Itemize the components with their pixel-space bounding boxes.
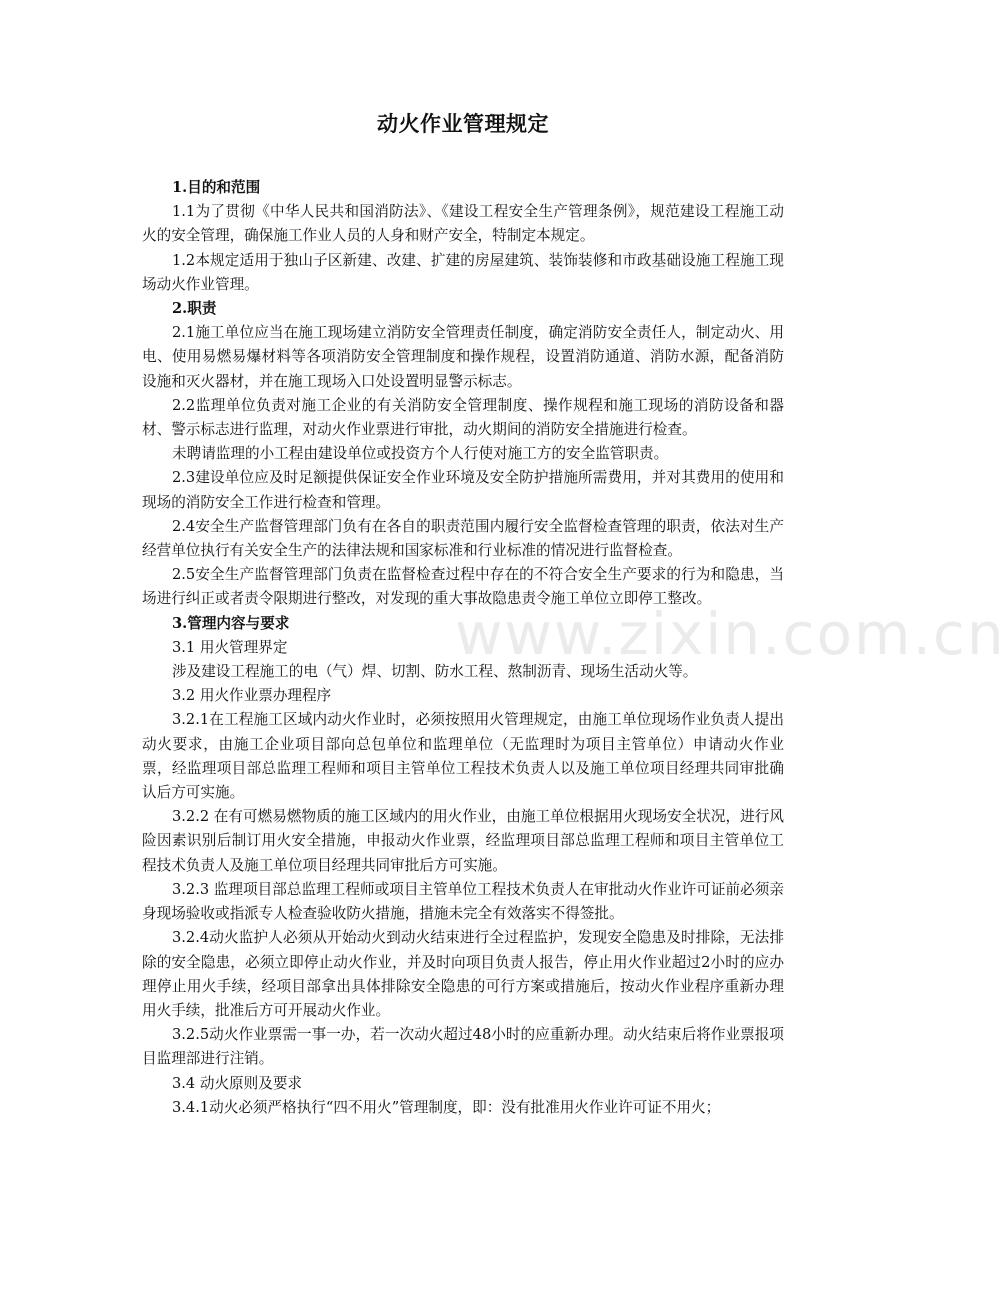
section-heading: 2.职责 xyxy=(172,300,217,318)
watermark: www.zixin.com.cn xyxy=(455,600,1006,668)
paragraph: 3.2.3 监理项目部总监理工程师或项目主管单位工程技术负责人在审批动火作业许可证前必须亲身现场验收或指派专人检查验收防火措施，措施未完全有效落实不得签批。 xyxy=(142,880,784,923)
paragraph: 2.2监理单位负责对施工企业的有关消防安全管理制度、操作规程和施工现场的消防设备和器材、警示标志进行监理，对动火作业票进行审批，动火期间的消防安全措施进行检查。 xyxy=(142,396,784,439)
paragraph: 涉及建设工程施工的电（气）焊、切割、防水工程、熬制沥青、现场生活动火等。 xyxy=(172,663,698,681)
paragraph: 2.1施工单位应当在施工现场建立消防安全管理责任制度，确定消防安全责任人，制定动火、用电、使用易燃易爆材料等各项消防安全管理制度和操作规程，设置消防通道、消防水源，配备消防设施和灭火器材，并在施工现场入口处设置明显警示标志。 xyxy=(142,324,784,390)
document-page xyxy=(142,108,784,1120)
paragraph: 2.4安全生产监督管理部门负有在各自的职责范围内履行安全监督检查管理的职责，依法对生产经营单位执行有关安全生产的法律法规和国家标准和行业标准的情况进行监督检查。 xyxy=(142,517,784,560)
paragraph: 1.1为了贯彻《中华人民共和国消防法》、《建设工程安全生产管理条例》，规范建设工程施工动火的安全管理，确保施工作业人员的人身和财产安全，特制定本规定。 xyxy=(142,203,784,245)
paragraph: 2.5安全生产监督管理部门负责在监督检查过程中存在的不符合安全生产要求的行为和隐患，当场进行纠正或者责令限期进行整改，对发现的重大事故隐患责令施工单位立即停工整改。 xyxy=(142,566,784,608)
paragraph: 未聘请监理的小工程由建设单位或投资方个人行使对施工方的安全监管职责。 xyxy=(172,445,669,463)
paragraph: 3.4.1动火必须严格执行“四不用火”管理制度，即：没有批准用火作业许可证不用火； xyxy=(172,1098,721,1116)
paragraph: 3.2 用火作业票办理程序 xyxy=(172,687,332,705)
document-title: 动火作业管理规定 xyxy=(377,112,549,136)
paragraph: 3.2.2 在有可燃易燃物质的施工区域内的用火作业，由施工单位根据用火现场安全状况，进行风险因素识别后制订用火安全措施，申报动火作业票，经监理项目部总监理工程师和项目主管单位工程技术负责人及施工单位项目经理共同审批后方可实施。 xyxy=(142,808,784,874)
paragraph: 3.2.5动火作业票需一事一办，若一次动火超过48小时的应重新办理。动火结束后将作业票报项目监理部进行注销。 xyxy=(142,1026,784,1068)
paragraph: 3.4 动火原则及要求 xyxy=(172,1074,303,1092)
document-body xyxy=(142,176,784,1120)
section-heading: 1.目的和范围 xyxy=(172,179,261,196)
paragraph: 3.2.4动火监护人必须从开始动火到动火结束进行全过程监护，发现安全隐患及时排除，无法排除的安全隐患，必须立即停止动火作业，并及时向项目负责人报告，停止用火作业超过2小时的应办理停止用火手续，经项目部拿出具体排除安全隐患的可行方案或措施后，按动火作业程序重新办理用火手续，批准后方可开展动火作业。 xyxy=(142,929,784,1019)
paragraph: 3.1 用火管理界定 xyxy=(172,638,288,656)
section-heading: 3.管理内容与要求 xyxy=(172,614,290,632)
paragraph: 1.2本规定适用于独山子区新建、改建、扩建的房屋建筑、装饰装修和市政基础设施工程施工现场动火作业管理。 xyxy=(142,251,784,293)
paragraph: 2.3建设单位应及时足额提供保证安全作业环境及安全防护措施所需费用，并对其费用的使用和现场的消防安全工作进行检查和管理。 xyxy=(142,469,784,511)
paragraph: 3.2.1在工程施工区域内动火作业时，必须按照用火管理规定，由施工单位现场作业负责人提出动火要求，由施工企业项目部向总包单位和监理单位（无监理时为项目主管单位）申请动火作业票，经监理项目部总监理工程师和项目主管单位工程技术负责人以及施工单位项目经理共同审批确认后方可实施。 xyxy=(142,711,784,802)
